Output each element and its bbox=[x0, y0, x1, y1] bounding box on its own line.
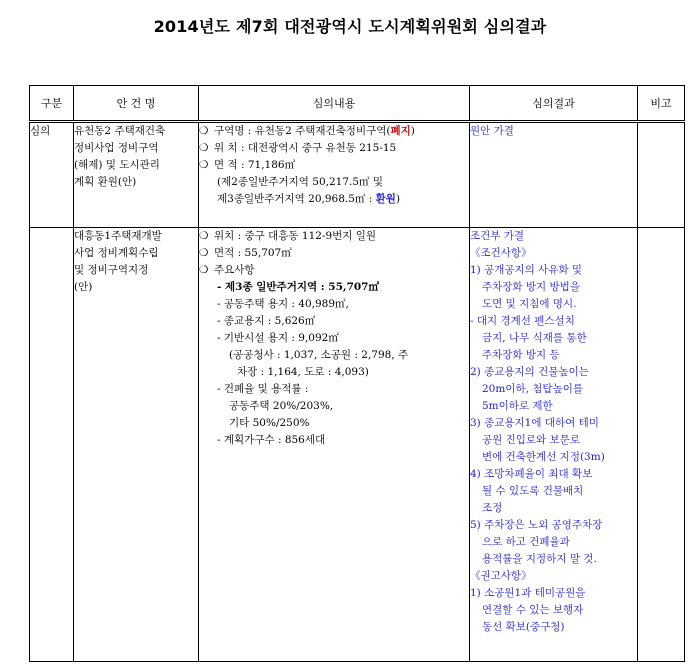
page-title: 2014년도 제7회 대전광역시 도시계획위원회 심의결과 bbox=[153, 17, 547, 36]
row-category bbox=[30, 228, 74, 662]
row-content bbox=[199, 228, 470, 662]
content-line: - 계획가구수 : 856세대 bbox=[217, 434, 326, 446]
result-line: 도면 및 지침에 명시. bbox=[482, 298, 577, 310]
item-line: 정비사업 정비구역 bbox=[74, 142, 159, 154]
circle-bullet-icon: ❍ bbox=[199, 230, 209, 242]
header-category: 구분 bbox=[30, 86, 74, 122]
content-line: - 기반시설 용지 : 9,092㎡ bbox=[217, 332, 339, 344]
row-item-name bbox=[74, 228, 199, 662]
row-category: 심의 bbox=[30, 122, 74, 228]
row-result: 원안 가결 bbox=[470, 122, 638, 228]
review-results-table bbox=[29, 85, 685, 662]
result-line: - 대지 경계선 펜스설치 bbox=[470, 315, 575, 327]
content-line: ❍ 주요사항 bbox=[199, 262, 469, 279]
circle-bullet-icon: ❍ bbox=[199, 125, 209, 137]
content-line: 차장 : 1,164, 도로 : 4,093) bbox=[237, 366, 369, 378]
content-line: ❍ 구역명 : 유천동2 주택재건축정비구역(폐지) bbox=[199, 123, 469, 140]
result-line: 1) 소공원1과 테미공원을 bbox=[470, 587, 586, 599]
result-line: 2) 종교용지의 건물높이는 bbox=[470, 366, 589, 378]
content-line: (제2종일반주거지역 50,217.5㎡ 및 bbox=[217, 176, 383, 188]
result-line: 20m이하, 첨탑높이를 bbox=[482, 383, 583, 395]
circle-bullet-icon: ❍ bbox=[199, 247, 209, 259]
table-header-row bbox=[30, 86, 685, 122]
circle-bullet-icon: ❍ bbox=[199, 159, 209, 171]
row-remark bbox=[638, 228, 685, 662]
table-row bbox=[30, 228, 685, 662]
item-line: 대흥동1주택재개발 bbox=[74, 230, 162, 242]
circle-bullet-icon: ❍ bbox=[199, 142, 209, 154]
header-item: 안 건 명 bbox=[74, 86, 199, 122]
result-line: 조정 bbox=[482, 502, 503, 514]
content-line: - 제3종 일반주거지역 : 55,707㎡ bbox=[217, 281, 379, 293]
result-line: 용적률을 지정하지 말 것. bbox=[482, 553, 597, 565]
result-line: 변에 건축한계선 지정(3m) bbox=[482, 451, 605, 463]
result-line: 될 수 있도록 건물배치 bbox=[482, 485, 584, 497]
result-line: 5) 주차장은 노외 공영주차장 bbox=[470, 519, 603, 531]
content-line: 공동주택 20%/203%, bbox=[229, 400, 334, 412]
table-row bbox=[30, 122, 685, 228]
result-line: 3) 종교용지1에 대하여 테미 bbox=[470, 417, 599, 429]
row-remark bbox=[638, 122, 685, 228]
content-line: ❍ 위치 : 중구 대흥동 112-9번지 일원 bbox=[199, 228, 469, 245]
item-line: (해제) 및 도시관리 bbox=[74, 159, 160, 171]
result-line: 연결할 수 있는 보행자 bbox=[482, 604, 584, 616]
result-line: 4) 조망차폐율이 최대 확보 bbox=[470, 468, 593, 480]
result-line: 동선 확보(중구청) bbox=[482, 621, 565, 633]
result-line: 《권고사항》 bbox=[470, 570, 532, 582]
result-line: 5m이하로 제한 bbox=[482, 400, 553, 412]
result-line: 《조건사항》 bbox=[470, 247, 532, 259]
result-line: 주차장화 방지 방법을 bbox=[482, 281, 580, 293]
header-content: 심의내용 bbox=[199, 86, 470, 122]
circle-bullet-icon: ❍ bbox=[199, 264, 209, 276]
result-line: 으로 하고 건폐율과 bbox=[482, 536, 570, 548]
content-line: ❍ 면 적 : 71,186㎡ bbox=[199, 157, 469, 174]
content-line: - 종교용지 : 5,626㎡ bbox=[217, 315, 316, 327]
item-line: 계획 환원(안) bbox=[74, 176, 137, 188]
row-content bbox=[199, 122, 470, 228]
content-line: 기타 50%/250% bbox=[229, 417, 310, 429]
result-line: 공원 진입로와 보문로 bbox=[482, 434, 580, 446]
item-line: (안) bbox=[74, 281, 93, 293]
content-line: 제3종일반주거지역 20,968.5㎡ : 환원) bbox=[217, 193, 401, 205]
result-line: 1) 공개공지의 사유화 및 bbox=[470, 264, 583, 276]
result-line: 조건부 가결 bbox=[470, 230, 525, 242]
row-result bbox=[470, 228, 638, 662]
content-line: - 건폐율 및 용적률 : bbox=[217, 383, 309, 395]
result-line: 주차장화 방지 등 bbox=[482, 349, 560, 361]
content-line: ❍ 위 치 : 대전광역시 중구 유천동 215-15 bbox=[199, 140, 469, 157]
status-restored: 환원 bbox=[375, 193, 396, 205]
status-removed: 폐지 bbox=[390, 125, 411, 137]
row-item-name bbox=[74, 122, 199, 228]
content-line: ❍ 면적 : 55,707㎡ bbox=[199, 245, 469, 262]
content-line: - 공동주택 용지 : 40,989㎡, bbox=[217, 298, 349, 310]
item-line: 및 정비구역지정 bbox=[74, 264, 149, 276]
item-line: 유천동2 주택재건축 bbox=[74, 125, 166, 137]
content-line: (공공청사 : 1,037, 소공원 : 2,798, 주 bbox=[229, 349, 409, 361]
header-remark: 비고 bbox=[638, 86, 685, 122]
result-line: 금지, 나무 식재를 통한 bbox=[482, 332, 587, 344]
item-line: 사업 정비계획수립 bbox=[74, 247, 159, 259]
header-result: 심의결과 bbox=[470, 86, 638, 122]
